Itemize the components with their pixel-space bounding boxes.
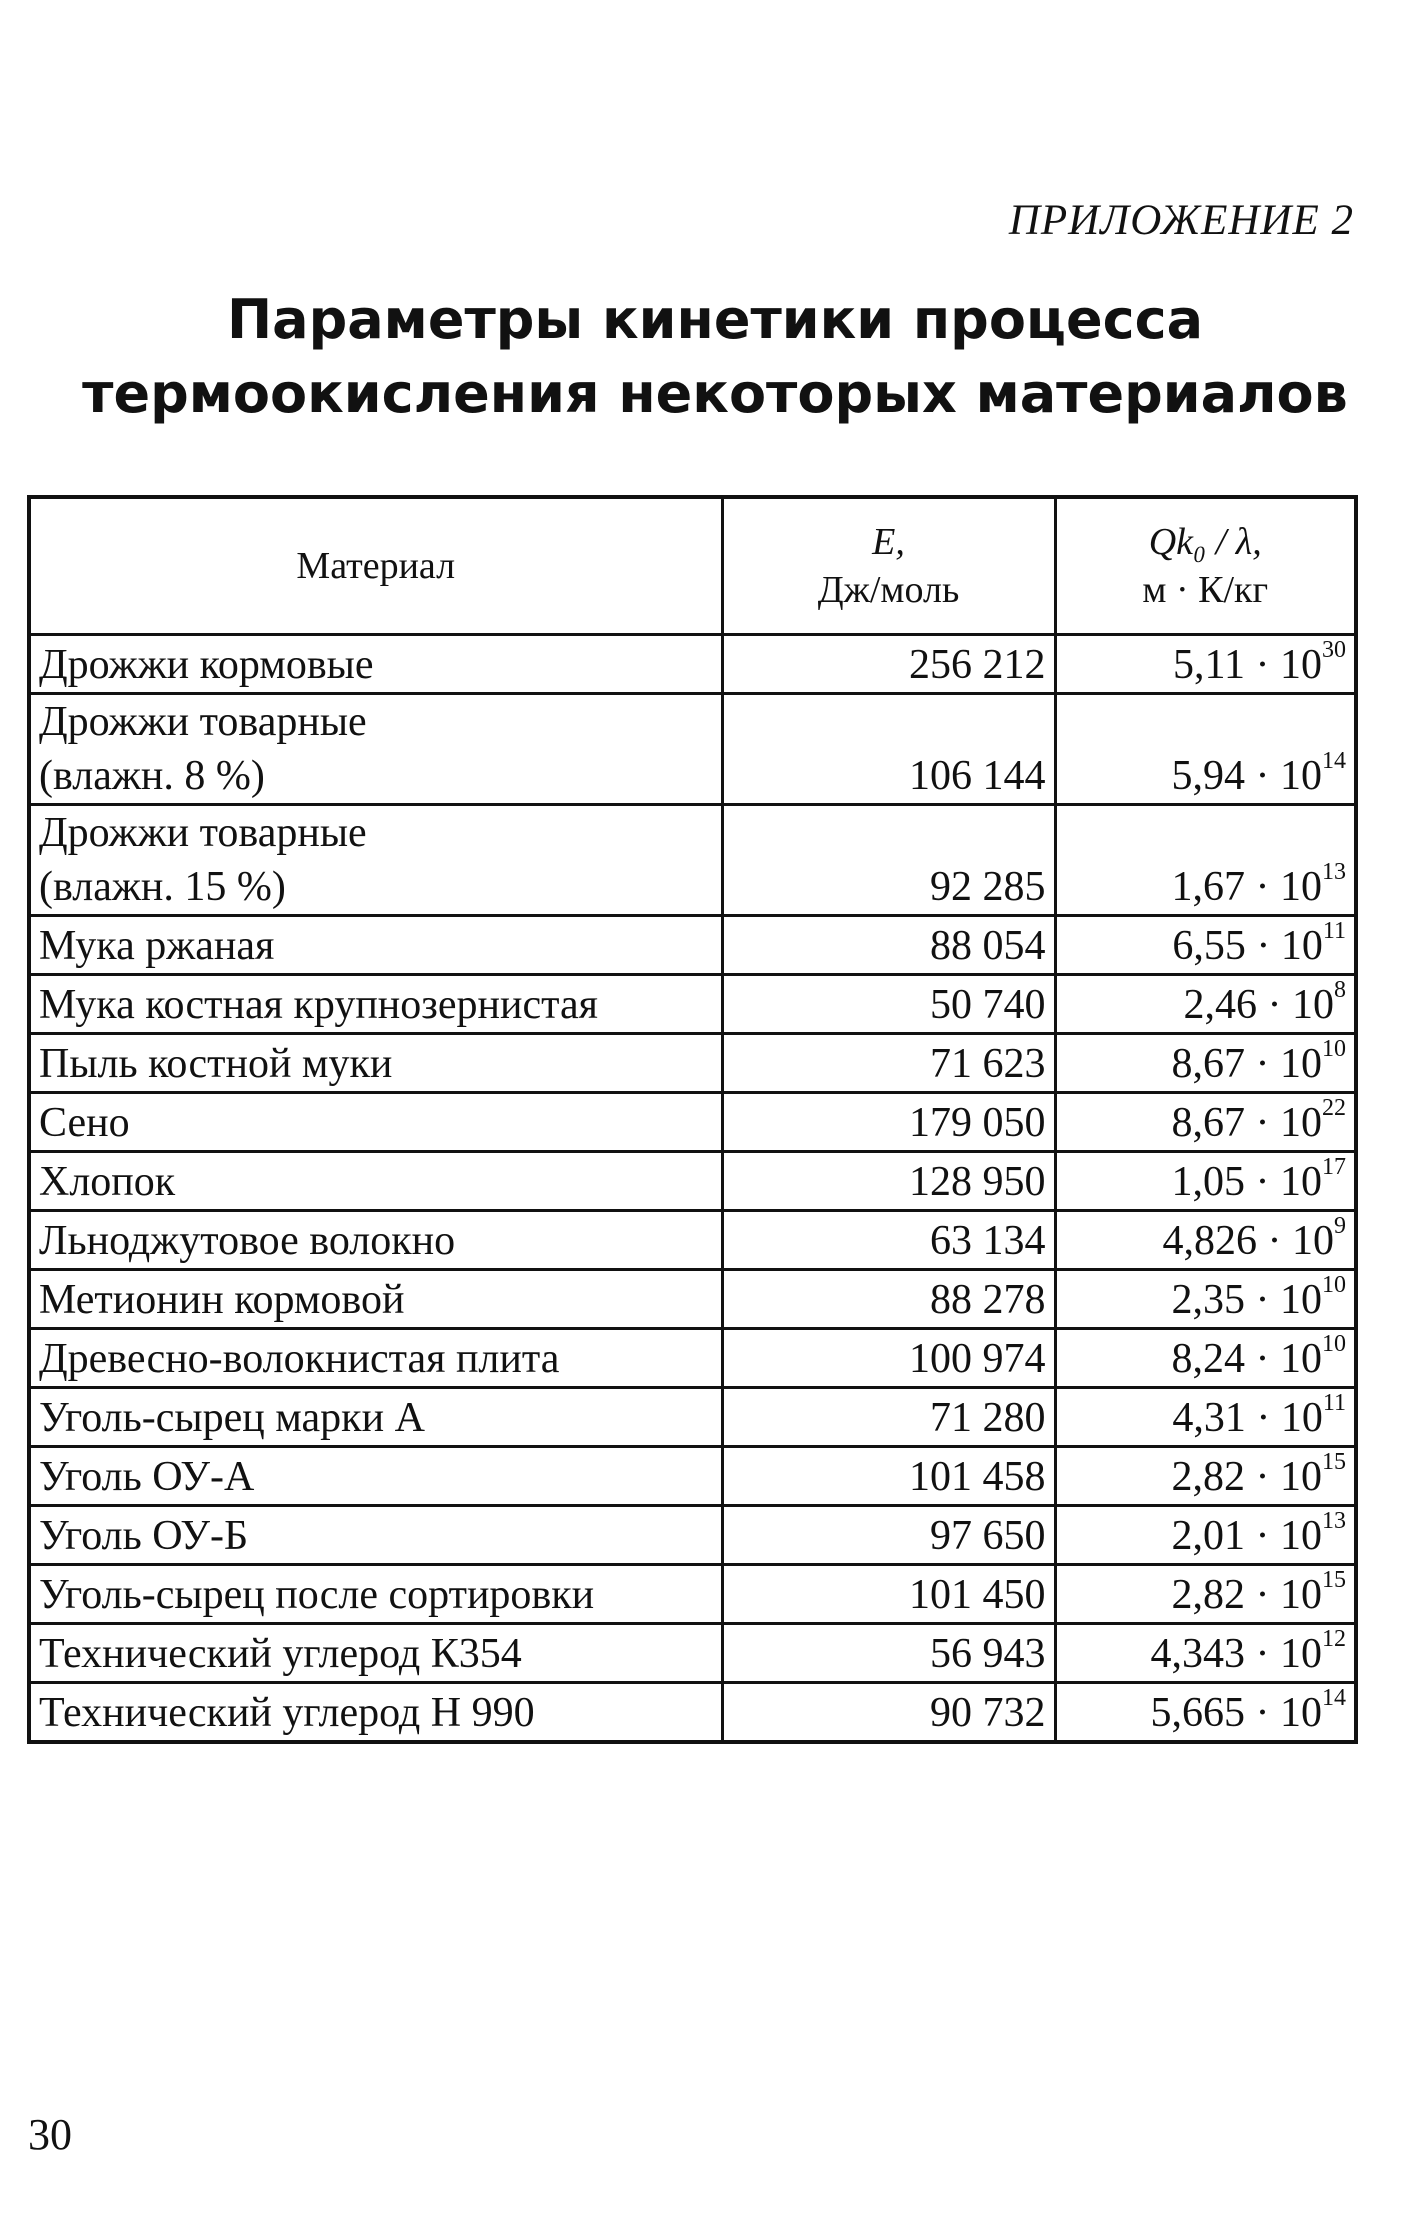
material-line: (влажн. 8 %) — [39, 753, 265, 799]
q-multiplier: · 10 — [1257, 982, 1334, 1028]
q-multiplier: · 10 — [1245, 642, 1322, 688]
q-multiplier: · 10 — [1245, 923, 1323, 969]
q-cell — [1055, 1565, 1356, 1624]
q-exponent: 9 — [1334, 1213, 1346, 1239]
header-q-symbol: Qk₀ / λ, — [1148, 521, 1262, 563]
q-mantissa: 6,55 — [1172, 923, 1246, 969]
header-energy-symbol: E, — [872, 521, 905, 563]
material-line: Уголь ОУ-Б — [39, 1513, 249, 1559]
material-cell — [29, 1447, 722, 1506]
table-row — [29, 1447, 1356, 1506]
q-exponent: 11 — [1322, 1390, 1346, 1416]
material-line: Метионин кормовой — [39, 1277, 405, 1323]
q-mantissa: 5,94 — [1171, 753, 1245, 799]
q-cell — [1055, 1447, 1356, 1506]
table-row — [29, 1565, 1356, 1624]
q-cell — [1055, 805, 1356, 916]
energy-cell: 97 650 — [722, 1506, 1055, 1565]
energy-cell: 90 732 — [722, 1683, 1055, 1742]
q-multiplier: · 10 — [1245, 1631, 1322, 1677]
material-line: Сено — [39, 1100, 130, 1146]
q-multiplier: · 10 — [1245, 1277, 1322, 1323]
title-line-2: термоокисления некоторых материалов — [82, 362, 1348, 425]
energy-cell: 256 212 — [722, 635, 1055, 694]
q-exponent: 14 — [1322, 1684, 1346, 1711]
q-mantissa: 8,67 — [1171, 1041, 1245, 1087]
q-cell — [1055, 1152, 1356, 1211]
material-line: Дрожжи кормовые — [39, 642, 374, 688]
table-row — [29, 1388, 1356, 1447]
q-cell — [1055, 694, 1356, 805]
material-line: Дрожжи товарные — [39, 699, 367, 745]
material-line: Уголь ОУ-А — [39, 1454, 255, 1500]
table-row — [29, 975, 1356, 1034]
q-mantissa: 2,82 — [1171, 1454, 1245, 1500]
table-row — [29, 1093, 1356, 1152]
header-energy-unit: Дж/моль — [817, 569, 960, 611]
table-row — [29, 1329, 1356, 1388]
q-multiplier: · 10 — [1245, 1572, 1322, 1618]
q-multiplier: · 10 — [1245, 1513, 1322, 1559]
material-cell — [29, 1270, 722, 1329]
q-exponent: 8 — [1334, 977, 1346, 1003]
energy-cell: 50 740 — [722, 975, 1055, 1034]
table-row — [29, 635, 1356, 694]
kinetics-table — [27, 495, 1358, 1744]
q-mantissa: 4,826 — [1162, 1218, 1257, 1264]
q-mantissa: 2,82 — [1171, 1572, 1245, 1618]
q-exponent: 17 — [1322, 1154, 1346, 1180]
q-multiplier: · 10 — [1245, 1159, 1322, 1205]
energy-cell: 88 054 — [722, 916, 1055, 975]
header-q — [1055, 497, 1356, 635]
q-multiplier: · 10 — [1245, 1100, 1322, 1146]
q-exponent: 12 — [1322, 1626, 1346, 1652]
table-row — [29, 1270, 1356, 1329]
q-exponent: 13 — [1322, 1508, 1346, 1534]
material-cell — [29, 1034, 722, 1093]
material-cell — [29, 1211, 722, 1270]
energy-cell: 92 285 — [722, 805, 1055, 916]
title-line-1: Параметры кинетики процесса — [226, 288, 1204, 351]
q-exponent: 22 — [1322, 1095, 1346, 1121]
header-material-label: Материал — [296, 545, 456, 587]
q-mantissa: 8,67 — [1171, 1100, 1245, 1146]
material-line: Хлопок — [39, 1159, 176, 1205]
q-exponent: 15 — [1322, 1449, 1346, 1475]
material-cell — [29, 635, 722, 694]
material-cell — [29, 1329, 722, 1388]
header-q-unit: м · К/кг — [1142, 569, 1269, 611]
energy-cell: 100 974 — [722, 1329, 1055, 1388]
material-cell — [29, 975, 722, 1034]
material-line: Мука ржаная — [39, 923, 275, 969]
page-title — [40, 283, 1390, 431]
energy-cell: 106 144 — [722, 694, 1055, 805]
material-line: Уголь-сырец после сортировки — [39, 1572, 595, 1618]
table-row — [29, 1152, 1356, 1211]
energy-cell: 179 050 — [722, 1093, 1055, 1152]
table-row — [29, 1211, 1356, 1270]
q-cell — [1055, 1506, 1356, 1565]
material-cell — [29, 1565, 722, 1624]
material-line: Уголь-сырец марки А — [39, 1395, 425, 1441]
q-cell — [1055, 635, 1356, 694]
material-cell — [29, 1152, 722, 1211]
table-row — [29, 694, 1356, 805]
page-number: 30 — [28, 2110, 72, 2159]
material-line: Технический углерод К354 — [39, 1631, 522, 1677]
q-mantissa: 5,11 — [1173, 642, 1245, 688]
q-cell — [1055, 975, 1356, 1034]
header-material — [29, 497, 722, 635]
q-mantissa: 8,24 — [1171, 1336, 1245, 1382]
energy-cell: 71 280 — [722, 1388, 1055, 1447]
material-line: Пыль костной муки — [39, 1041, 393, 1087]
energy-cell: 101 450 — [722, 1565, 1055, 1624]
q-exponent: 10 — [1322, 1036, 1346, 1062]
q-multiplier: · 10 — [1245, 1689, 1322, 1736]
header-energy — [722, 497, 1055, 635]
material-cell — [29, 1506, 722, 1565]
table-header-row — [29, 497, 1356, 635]
q-exponent: 30 — [1322, 637, 1346, 663]
q-exponent: 10 — [1322, 1331, 1346, 1357]
q-cell — [1055, 1388, 1356, 1447]
material-cell — [29, 805, 722, 916]
q-exponent: 13 — [1322, 859, 1346, 885]
material-cell — [29, 1093, 722, 1152]
material-line: Льноджутовое волокно — [39, 1218, 456, 1264]
table-row — [29, 1506, 1356, 1565]
q-multiplier: · 10 — [1245, 1041, 1322, 1087]
q-mantissa: 2,01 — [1171, 1513, 1245, 1559]
q-cell — [1055, 1034, 1356, 1093]
appendix-label: ПРИЛОЖЕНИЕ 2 — [1008, 197, 1354, 244]
q-cell — [1055, 1211, 1356, 1270]
material-cell — [29, 694, 722, 805]
energy-cell: 88 278 — [722, 1270, 1055, 1329]
table-body — [29, 635, 1356, 1742]
q-exponent: 14 — [1322, 748, 1346, 774]
q-cell — [1055, 916, 1356, 975]
material-line: (влажн. 15 %) — [39, 864, 286, 910]
material-cell — [29, 1388, 722, 1447]
q-multiplier: · 10 — [1245, 864, 1322, 910]
material-line: Дрожжи товарные — [39, 810, 367, 856]
q-mantissa: 1,67 — [1171, 864, 1245, 910]
q-mantissa: 2,46 — [1183, 982, 1257, 1028]
q-mantissa: 5,665 — [1150, 1689, 1245, 1736]
material-line: Мука костная крупнозернистая — [39, 982, 598, 1028]
energy-cell: 63 134 — [722, 1211, 1055, 1270]
energy-cell: 56 943 — [722, 1624, 1055, 1683]
table-row — [29, 1624, 1356, 1683]
q-exponent: 15 — [1322, 1567, 1346, 1593]
q-cell — [1055, 1329, 1356, 1388]
table-row — [29, 805, 1356, 916]
material-cell — [29, 1683, 722, 1742]
q-multiplier: · 10 — [1245, 1336, 1322, 1382]
q-mantissa: 4,31 — [1172, 1395, 1246, 1441]
table-row — [29, 1683, 1356, 1742]
table-row — [29, 916, 1356, 975]
q-cell — [1055, 1683, 1356, 1742]
q-cell — [1055, 1270, 1356, 1329]
q-mantissa: 4,343 — [1150, 1631, 1245, 1677]
material-cell — [29, 916, 722, 975]
q-multiplier: · 10 — [1245, 1454, 1322, 1500]
q-multiplier: · 10 — [1245, 753, 1322, 799]
energy-cell: 101 458 — [722, 1447, 1055, 1506]
q-exponent: 10 — [1322, 1272, 1346, 1298]
energy-cell: 71 623 — [722, 1034, 1055, 1093]
q-exponent: 11 — [1322, 918, 1346, 944]
energy-cell: 128 950 — [722, 1152, 1055, 1211]
material-line: Технический углерод Н 990 — [39, 1689, 535, 1736]
material-cell — [29, 1624, 722, 1683]
q-mantissa: 2,35 — [1171, 1277, 1245, 1323]
q-mantissa: 1,05 — [1171, 1159, 1245, 1205]
table-row — [29, 1034, 1356, 1093]
q-cell — [1055, 1624, 1356, 1683]
material-line: Древесно-волокнистая плита — [39, 1336, 560, 1382]
q-cell — [1055, 1093, 1356, 1152]
q-multiplier: · 10 — [1245, 1395, 1323, 1441]
q-multiplier: · 10 — [1257, 1218, 1334, 1264]
